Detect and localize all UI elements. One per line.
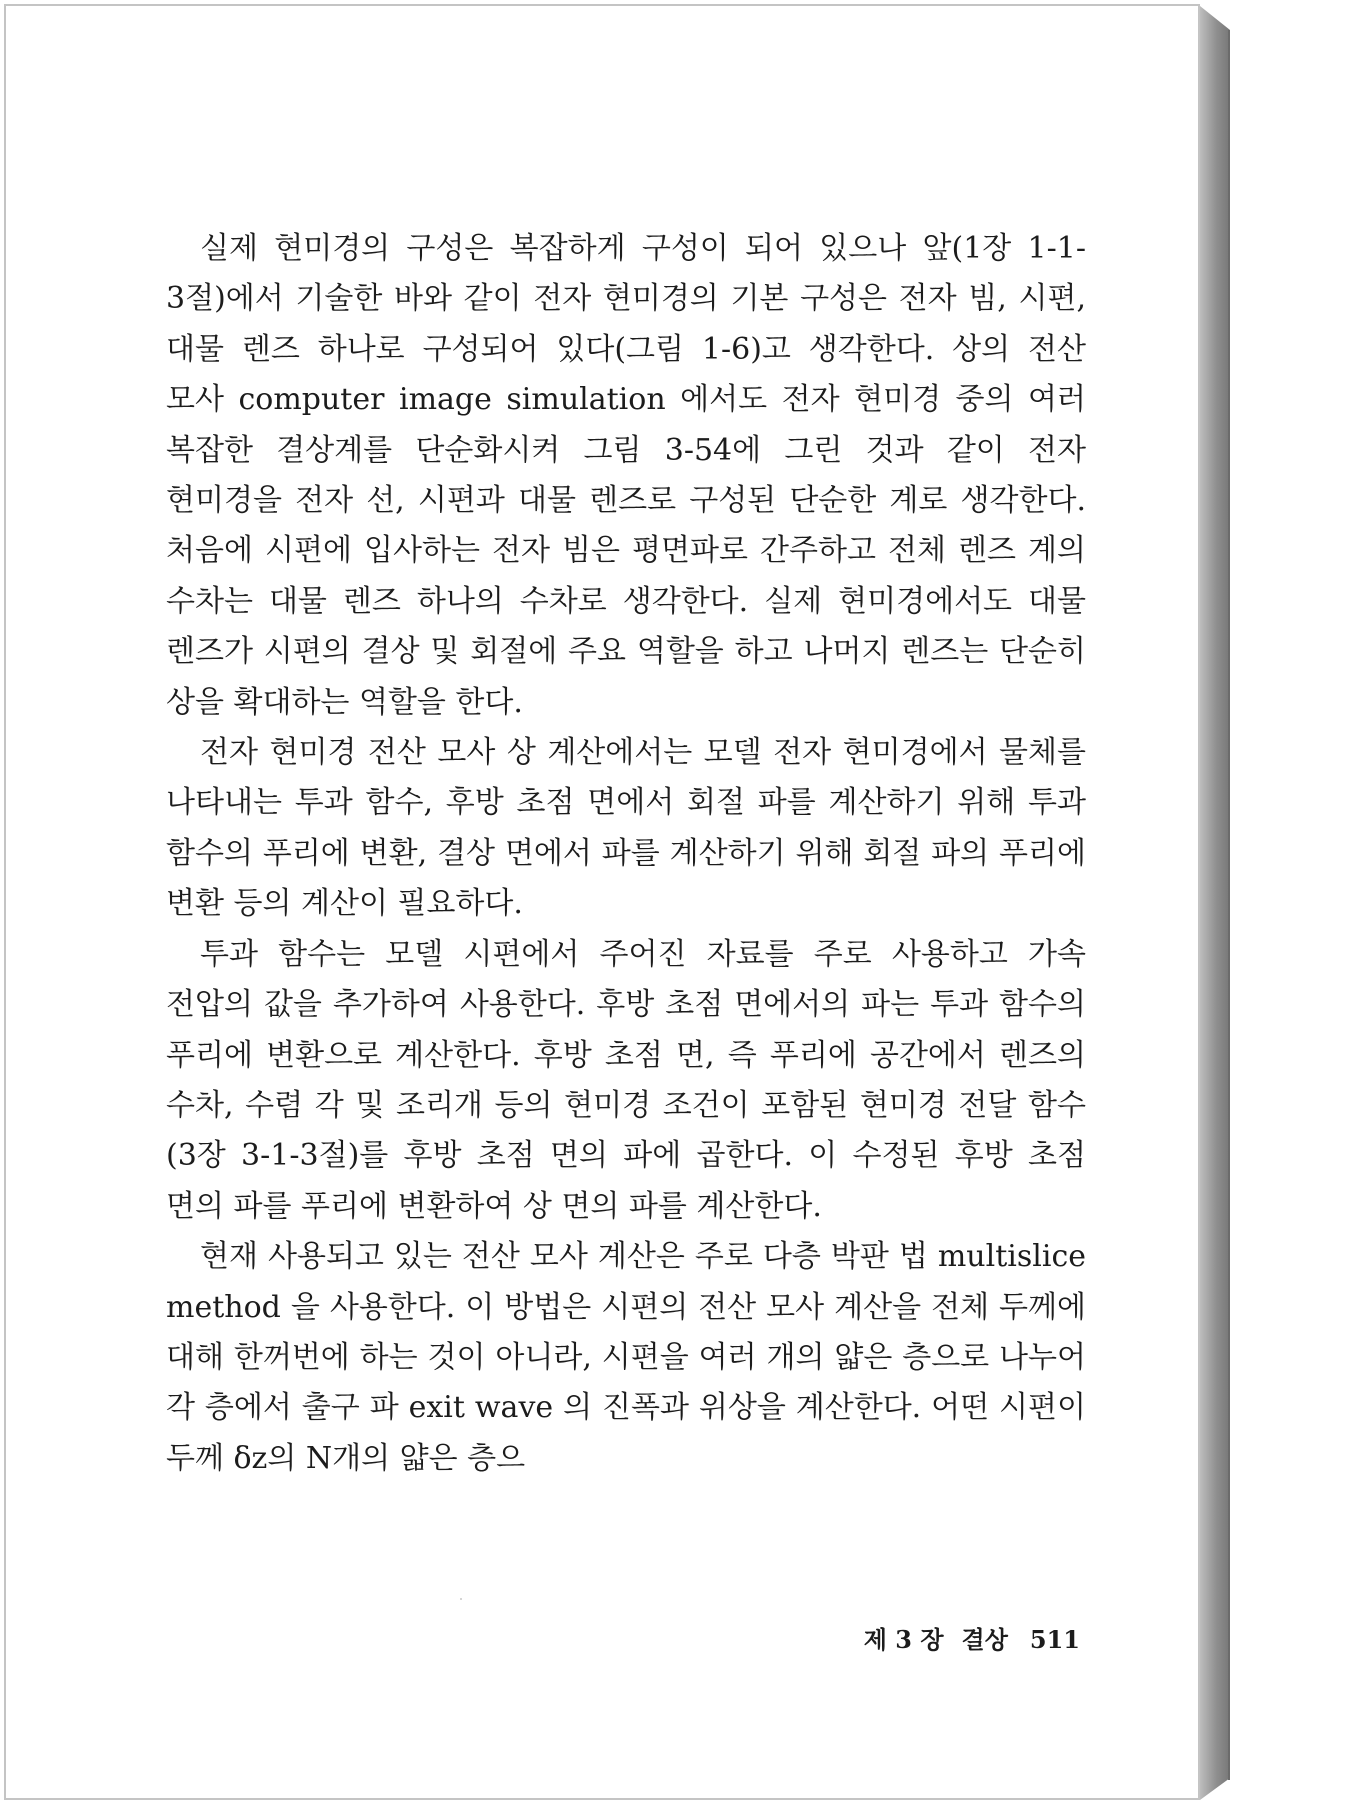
running-footer xyxy=(840,1620,1080,1655)
paragraph-3: 투과 함수는 모델 시편에서 주어진 자료를 주로 사용하고 가속 전압의 값을 추가하여 사용한다. 후방 초점 면에서의 파는 투과 함수의 푸리에 변환으로 계산한다. 후방 초점 면, 즉 푸리에 공간에서 렌즈의 수차, 수렴 각 및 조리개 등의 현미경 조건이 포함된 현미경 전달 함수(3장 3-1-3절)를 후방 초점 면의 파에 곱한다. 이 수정된 후방 초점 면의 파를 푸리에 변환하여 상 면의 파를 계산한다. xyxy=(166,936,1086,1224)
footer-section: 결상 xyxy=(961,1625,1008,1654)
page-number: 511 xyxy=(1029,1625,1080,1654)
paragraph-2: 전자 현미경 전산 모사 상 계산에서는 모델 전자 현미경에서 물체를 나타내는 투과 함수, 후방 초점 면에서 회절 파를 계산하기 위해 투과 함수의 푸리에 변환, 결상 면에서 파를 계산하기 위해 회절 파의 푸리에 변환 등의 계산이 필요하다. xyxy=(166,735,1086,922)
paragraph-4: 현재 사용되고 있는 전산 모사 계산은 주로 다층 박판 법 multislice method 을 사용한다. 이 방법은 시편의 전산 모사 계산을 전체 두께에 대해 한꺼번에 하는 것이 아니라, 시편을 여러 개의 얇은 층으로 나누어 각 층에서 출구 파 exit wave 의 진폭과 위상을 계산한다. 어떤 시편이 두께 δz의 N개의 얇은 층으 xyxy=(166,1239,1086,1476)
paragraph-1: 실제 현미경의 구성은 복잡하게 구성이 되어 있으나 앞(1장 1-1-3절)에서 기술한 바와 같이 전자 현미경의 기본 구성은 전자 빔, 시편, 대물 렌즈 하나로 구성되어 있다(그림 1-6)고 생각한다. 상의 전산 모사 computer image simulation 에서도 전자 현미경 중의 여러 복잡한 결상계를 단순화시켜 그림 3-54에 그린 것과 같이 전자 현미경을 전자 선, 시편과 대물 렌즈로 구성된 단순한 계로 생각한다. 처음에 시편에 입사하는 전자 빔은 평면파로 간주하고 전체 렌즈 계의 수차는 대물 렌즈 하나의 수차로 생각한다. 실제 현미경에서도 대물 렌즈가 시편의 결상 및 회절에 주요 역할을 하고 나머지 렌즈는 단순히 상을 확대하는 역할을 한다. xyxy=(166,231,1086,720)
page-body xyxy=(166,224,1086,1484)
page-edge-line xyxy=(1228,30,1230,1780)
footer-chapter: 제 3 장 xyxy=(863,1625,944,1654)
page-edge-shadow xyxy=(1200,6,1230,1800)
scan-speck xyxy=(460,1598,462,1600)
